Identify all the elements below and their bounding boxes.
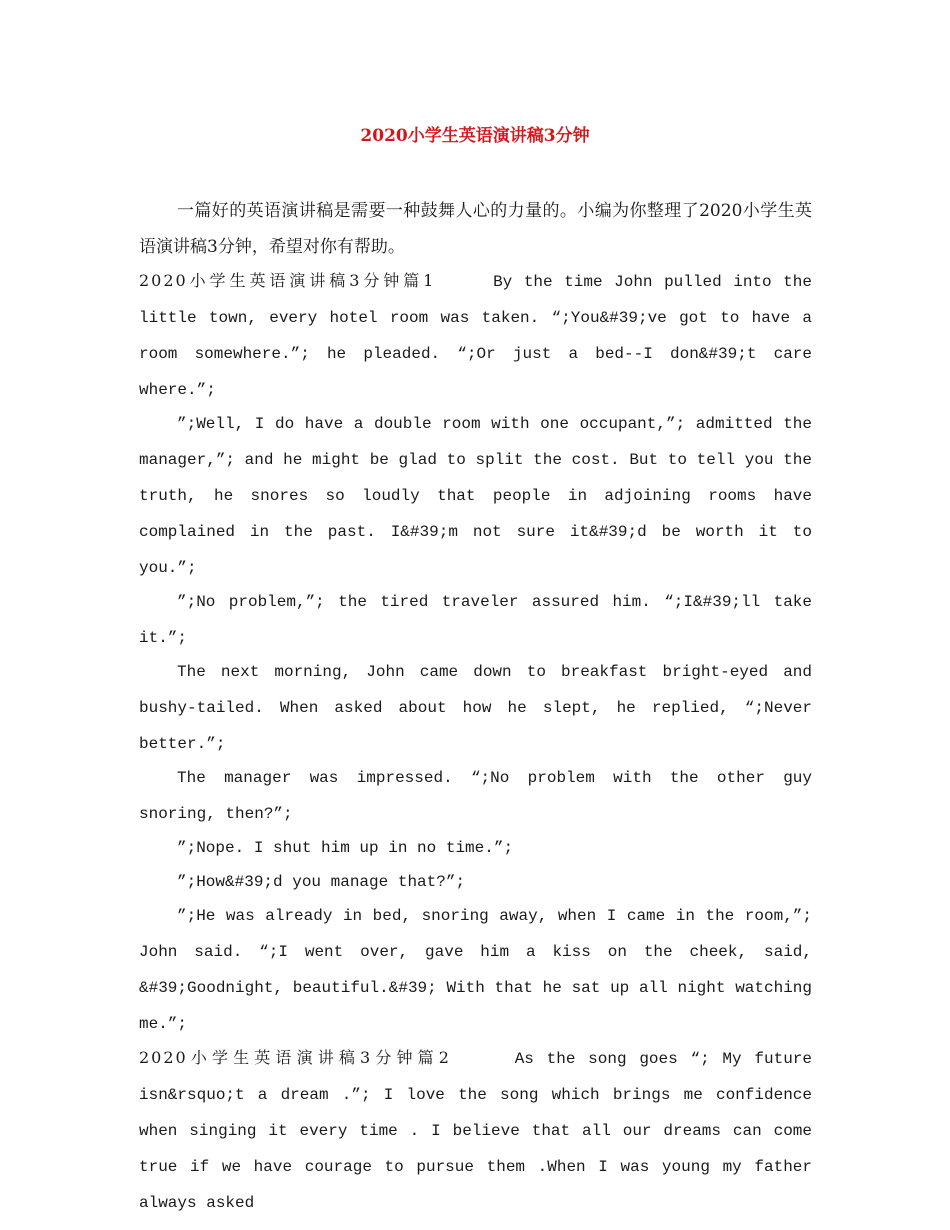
section-2-first-text: As the song goes “; My future isn&rsquo;t a dream .”; I love the song which brings me confidence when singing it every time . I believe that all our dreams can come true if we have courage to pursue them .When I was young my father always asked xyxy=(139,1050,812,1212)
section-1-heading: 2020小学生英语演讲稿3分钟篇1 xyxy=(139,271,436,290)
paragraph: The next morning, John came down to breakfast bright-eyed and bushy-tailed. When asked about how he slept, he replied, “;Never better.”; xyxy=(139,663,812,753)
document-body xyxy=(139,193,812,1219)
paragraph: ”;He was already in bed, snoring away, when I came in the room,”; John said. “;I went over, gave him a kiss on the cheek, said, &#39;Goodnight, beautiful.&#39; With that he sat up all night watching me.”; xyxy=(139,907,812,1033)
intro-paragraph: 一篇好的英语演讲稿是需要一种鼓舞人心的力量的。小编为你整理了2020小学生英语演讲稿3分钟，希望对你有帮助。 xyxy=(139,201,812,257)
paragraph: The manager was impressed. “;No problem with the other guy snoring, then?”; xyxy=(139,769,812,823)
paragraph: ”;How&#39;d you manage that?”; xyxy=(177,873,466,891)
document-title: 2020小学生英语演讲稿3分钟 xyxy=(360,126,590,146)
paragraph: ”;Well, I do have a double room with one occupant,”; admitted the manager,”; and he might be glad to split the cost. But to tell you the truth, he snores so loudly that people in adjoining rooms have complained in the past. I&#39;m not sure it&#39;d be worth it to you.”; xyxy=(139,415,812,577)
paragraph: ”;Nope. I shut him up in no time.”; xyxy=(177,839,514,857)
section-2-first-paragraph xyxy=(139,1040,812,1221)
section-1-first-paragraph xyxy=(139,263,812,408)
paragraph: ”;No problem,”; the tired traveler assured him. “;I&#39;ll take it.”; xyxy=(139,593,812,647)
section-1-first-text: By the time John pulled into the little town, every hotel room was taken. “;You&#39;ve got to have a room somewhere.”; he pleaded. “;Or just a bed--I don&#39;t care where.”; xyxy=(139,273,812,399)
section-2-heading: 2020小学生英语演讲稿3分钟篇2 xyxy=(139,1048,451,1067)
